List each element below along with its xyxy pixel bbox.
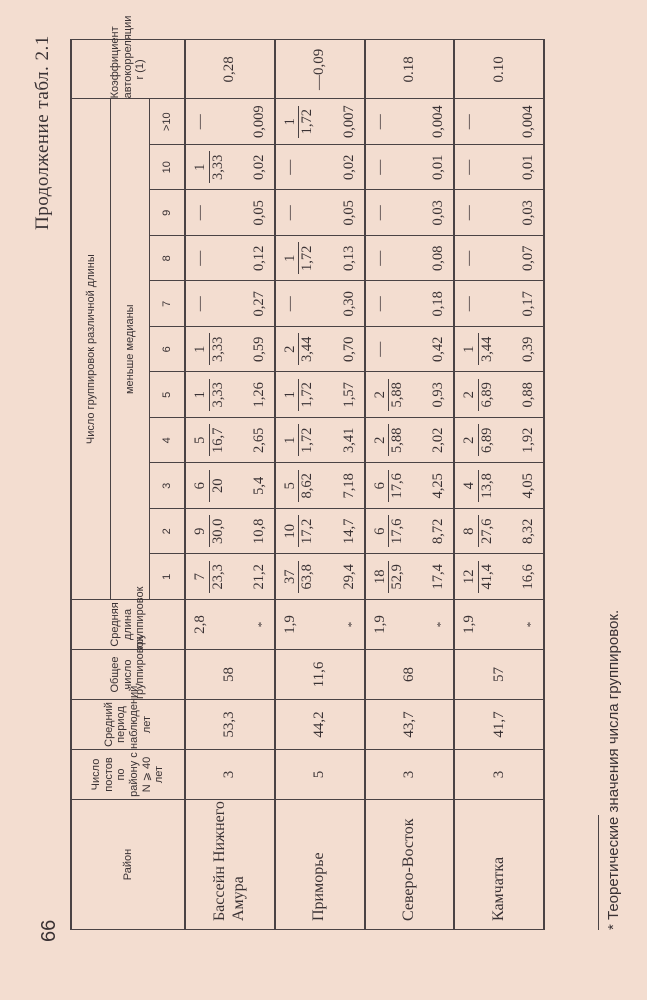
percent: 27,6	[478, 518, 495, 544]
count: 1	[282, 379, 300, 411]
theoretical-value: 0,08	[430, 245, 447, 271]
count: —	[371, 159, 388, 175]
group-count-cell	[454, 190, 544, 236]
count: 7	[192, 561, 210, 593]
percent: 3,33	[209, 154, 226, 180]
count-fraction	[461, 160, 478, 175]
table-row	[185, 40, 275, 930]
theoretical-value: 0,03	[430, 200, 447, 226]
theoretical-value: 7,18	[340, 473, 357, 499]
theoretical-value: 0,39	[520, 336, 536, 362]
count: 1	[192, 333, 210, 365]
percent: 8,62	[299, 473, 316, 499]
count: —	[461, 159, 478, 175]
theoretical-value: 5,4	[250, 476, 267, 495]
count-fraction	[282, 160, 299, 175]
count: 9	[192, 515, 210, 547]
count-fraction	[192, 296, 209, 311]
header-autocorr: Коэффициент автокорреляции r (1)	[71, 40, 185, 99]
mean-period: 41,7	[454, 700, 544, 750]
mean-length	[275, 600, 365, 650]
count-fraction	[282, 515, 316, 547]
count: 37	[282, 561, 300, 593]
theoretical-value: 0,01	[430, 154, 447, 180]
table-row	[454, 40, 544, 930]
count-fraction	[372, 205, 389, 220]
theoretical-value: 4,25	[430, 473, 447, 499]
header-length-9: 9	[150, 190, 186, 236]
percent: 13,8	[478, 473, 495, 499]
theoretical-value: 8,32	[520, 518, 536, 544]
autocorr-value: 0.10	[454, 40, 544, 99]
group-count-cell	[185, 190, 275, 236]
percent: 30,0	[209, 518, 226, 544]
group-count-cell	[365, 418, 455, 464]
footnote-rule	[598, 815, 599, 930]
group-count-cell	[365, 99, 455, 145]
count-fraction	[461, 114, 478, 129]
stations-count: 3	[185, 750, 275, 800]
count: —	[461, 205, 478, 221]
percent: 52,9	[389, 564, 406, 590]
count: 12	[461, 561, 479, 593]
stations-count: 3	[365, 750, 455, 800]
table-row	[275, 40, 365, 930]
count-fraction	[461, 470, 495, 502]
theoretical-value: 29,4	[340, 564, 357, 590]
total-groups: 11,6	[275, 650, 365, 700]
percent: 17,6	[389, 518, 406, 544]
count: 2	[282, 333, 300, 365]
percent: 5,88	[389, 427, 406, 453]
autocorr-value: —0,09	[275, 40, 365, 99]
count: —	[281, 296, 298, 312]
group-count-cell	[185, 463, 275, 509]
group-count-cell	[275, 99, 365, 145]
group-count-cell	[454, 145, 544, 191]
count: —	[371, 341, 388, 357]
group-count-cell	[454, 418, 544, 464]
count-fraction	[192, 205, 209, 220]
count-fraction	[372, 561, 406, 593]
group-count-cell	[275, 236, 365, 282]
theoretical-value: 0,17	[520, 291, 536, 317]
count: —	[192, 114, 208, 130]
count-fraction	[461, 333, 495, 365]
autocorr-value: 0.18	[365, 40, 455, 99]
group-count-cell	[185, 99, 275, 145]
theoretical-value: 0,27	[250, 291, 267, 317]
count-fraction	[372, 470, 406, 502]
count-fraction	[461, 561, 495, 593]
theoretical-value: 16,6	[520, 564, 536, 590]
theoretical-value: 0,93	[430, 382, 447, 408]
count: 8	[461, 515, 479, 547]
count: 6	[372, 515, 390, 547]
group-count-cell	[365, 190, 455, 236]
header-length-10: 10	[150, 145, 186, 191]
count-fraction	[282, 242, 316, 274]
footnote: * Теоретические значения числа группировок.	[605, 609, 622, 930]
count: 1	[461, 333, 479, 365]
theoretical-value: 0,01	[520, 154, 536, 180]
count: 4	[461, 470, 479, 502]
count-fraction	[192, 251, 209, 266]
header-length-1: 1	[150, 554, 186, 600]
theoretical-value: 0,004	[430, 105, 447, 139]
group-count-cell	[454, 554, 544, 600]
count-fraction	[282, 424, 316, 456]
count-fraction	[461, 205, 478, 220]
count-fraction	[282, 333, 316, 365]
theoretical-value: 10,8	[250, 518, 267, 544]
percent: 1,72	[299, 245, 316, 271]
count: 2	[461, 424, 479, 456]
total-groups: 68	[365, 650, 455, 700]
percent: 17,6	[389, 473, 406, 499]
group-count-cell	[365, 145, 455, 191]
mean-length-value: 1,9	[461, 615, 478, 634]
group-count-cell	[275, 327, 365, 373]
count: 1	[282, 106, 300, 138]
count-fraction	[282, 470, 316, 502]
count-fraction	[461, 424, 495, 456]
theoretical-value: 2,65	[250, 427, 267, 453]
region-name: Приморье	[275, 800, 365, 930]
header-length-2: 2	[150, 509, 186, 555]
theoretical-value: 0,12	[250, 245, 267, 271]
count: 1	[282, 242, 300, 274]
count-fraction	[372, 342, 389, 357]
mean-length-value: 1,9	[281, 615, 298, 634]
theoretical-value: 2,02	[430, 427, 447, 453]
group-count-cell	[275, 145, 365, 191]
table-row	[365, 40, 455, 930]
theoretical-value: 4,05	[520, 473, 536, 499]
theoretical-value: 0,42	[430, 336, 447, 362]
count-fraction	[461, 379, 495, 411]
theoretical-value: 0,18	[430, 291, 447, 317]
header-mean-period: Средний период наблюдений, лет	[71, 700, 185, 750]
count: 10	[282, 515, 300, 547]
theoretical-value: 0,70	[340, 336, 357, 362]
percent: 20	[209, 478, 226, 493]
count-fraction	[282, 106, 316, 138]
theoretical-value: 0,007	[340, 105, 357, 139]
header-below-median: меньше медианы	[111, 99, 150, 600]
count: —	[461, 114, 478, 130]
theoretical-value: 0,88	[520, 382, 536, 408]
group-count-cell	[454, 372, 544, 418]
total-groups: 58	[185, 650, 275, 700]
group-count-cell	[185, 281, 275, 327]
group-count-cell	[275, 190, 365, 236]
header-total-groups: Общее число группировок	[71, 650, 185, 700]
percent: 16,7	[209, 427, 226, 453]
count: —	[371, 296, 388, 312]
group-count-cell	[275, 509, 365, 555]
theoretical-value: 0,59	[250, 336, 267, 362]
count-fraction	[461, 296, 478, 311]
mean-length-value: 1,9	[371, 615, 388, 634]
total-groups: 57	[454, 650, 544, 700]
count-fraction	[282, 296, 299, 311]
theoretical-value: 1,57	[340, 382, 357, 408]
group-count-cell	[365, 554, 455, 600]
count-fraction	[192, 114, 209, 129]
theoretical-value: 0,02	[340, 154, 357, 180]
header-length-7: 7	[150, 281, 186, 327]
count: —	[281, 205, 298, 221]
count: —	[371, 205, 388, 221]
mean-length	[454, 600, 544, 650]
theoretical-mark: *	[525, 621, 537, 628]
group-count-cell	[365, 236, 455, 282]
mean-period: 43,7	[365, 700, 455, 750]
count: —	[192, 205, 208, 221]
percent: 1,72	[299, 382, 316, 408]
header-stations: Число постов по району с N ⩾ 40 лет	[71, 750, 185, 800]
theoretical-value: 17,4	[430, 564, 447, 590]
header-length-8: 8	[150, 236, 186, 282]
stations-count: 5	[275, 750, 365, 800]
header-length-5: 5	[150, 372, 186, 418]
page-number: 66	[38, 919, 60, 942]
count: —	[371, 114, 388, 130]
count: 5	[282, 470, 300, 502]
count: —	[192, 296, 208, 312]
percent: 3,44	[299, 336, 316, 362]
mean-period: 53,3	[185, 700, 275, 750]
count-fraction	[282, 379, 316, 411]
header-length-11: >10	[150, 99, 186, 145]
mean-length	[365, 600, 455, 650]
group-count-cell	[365, 372, 455, 418]
count-fraction	[192, 151, 226, 183]
count: 18	[372, 561, 390, 593]
theoretical-value: 0,07	[520, 245, 536, 271]
mean-period: 44,2	[275, 700, 365, 750]
theoretical-value: 0,03	[520, 200, 536, 226]
percent: 41,4	[478, 564, 495, 590]
percent: 63,8	[299, 564, 316, 590]
count: 6	[372, 470, 390, 502]
table-title: Продолжение табл. 2.1	[32, 35, 53, 230]
theoretical-value: 0,30	[340, 291, 357, 317]
percent: 3,33	[209, 336, 226, 362]
count: 2	[372, 379, 390, 411]
mean-length-value: 2,8	[192, 615, 208, 634]
header-mean-length: Средняя длина группировок	[71, 600, 185, 650]
autocorr-value: 0,28	[185, 40, 275, 99]
group-count-cell	[185, 236, 275, 282]
group-count-cell	[185, 418, 275, 464]
count: —	[371, 250, 388, 266]
count-fraction	[372, 379, 406, 411]
count: —	[281, 159, 298, 175]
group-count-cell	[454, 99, 544, 145]
count-fraction	[372, 424, 406, 456]
group-count-cell	[454, 327, 544, 373]
percent: 1,72	[299, 427, 316, 453]
count: 6	[192, 470, 210, 502]
group-count-cell	[275, 463, 365, 509]
header-length-3: 3	[150, 463, 186, 509]
theoretical-mark: *	[255, 621, 268, 628]
region-name: Камчатка	[454, 800, 544, 930]
count-fraction	[372, 114, 389, 129]
count-fraction	[192, 333, 226, 365]
group-count-cell	[365, 463, 455, 509]
theoretical-value: 0,009	[250, 105, 267, 139]
group-count-cell	[185, 509, 275, 555]
group-count-cell	[275, 554, 365, 600]
group-count-cell	[454, 281, 544, 327]
count-fraction	[372, 515, 406, 547]
mean-length	[185, 600, 275, 650]
stations-count: 3	[454, 750, 544, 800]
count: —	[192, 250, 208, 266]
count: 1	[282, 424, 300, 456]
percent: 23,3	[209, 564, 226, 590]
theoretical-value: 1,92	[520, 427, 536, 453]
theoretical-value: 3,41	[340, 427, 357, 453]
count-fraction	[192, 470, 226, 502]
group-count-cell	[365, 281, 455, 327]
count-fraction	[192, 515, 226, 547]
theoretical-mark: *	[345, 621, 358, 628]
theoretical-value: 14,7	[340, 518, 357, 544]
count-fraction	[192, 424, 226, 456]
count: —	[461, 296, 478, 312]
count: 2	[461, 379, 479, 411]
percent: 17,2	[299, 518, 316, 544]
count-fraction	[192, 561, 226, 593]
group-count-cell	[185, 372, 275, 418]
group-count-cell	[275, 372, 365, 418]
header-group-counts: Число группировок различной длины	[71, 99, 111, 600]
group-count-cell	[365, 509, 455, 555]
count: 5	[192, 424, 210, 456]
theoretical-value: 1,26	[250, 382, 267, 408]
theoretical-value: 21,2	[250, 564, 267, 590]
group-count-cell	[454, 236, 544, 282]
region-name: Бассейн Нижнего Амура	[185, 800, 275, 930]
percent: 6,89	[478, 382, 495, 408]
header-region: Район	[71, 800, 185, 930]
percent: 3,44	[478, 336, 495, 362]
count-fraction	[282, 205, 299, 220]
group-count-cell	[185, 145, 275, 191]
count-fraction	[192, 379, 226, 411]
theoretical-value: 0,004	[520, 105, 536, 139]
count-fraction	[282, 561, 316, 593]
group-count-cell	[275, 281, 365, 327]
theoretical-value: 0,13	[340, 245, 357, 271]
percent: 5,88	[389, 382, 406, 408]
theoretical-value: 8,72	[430, 518, 447, 544]
count-fraction	[372, 160, 389, 175]
group-count-cell	[454, 463, 544, 509]
data-table	[70, 15, 545, 930]
theoretical-value: 0,05	[250, 200, 267, 226]
group-count-cell	[185, 327, 275, 373]
header-length-4: 4	[150, 418, 186, 464]
group-count-cell	[275, 418, 365, 464]
group-count-cell	[454, 509, 544, 555]
count-fraction	[372, 251, 389, 266]
count: —	[461, 250, 478, 266]
count: 1	[192, 151, 210, 183]
count-fraction	[461, 515, 495, 547]
percent: 1,72	[299, 109, 316, 135]
region-name: Северо-Восток	[365, 800, 455, 930]
theoretical-value: 0,05	[340, 200, 357, 226]
group-count-cell	[365, 327, 455, 373]
theoretical-value: 0,02	[250, 154, 267, 180]
count: 1	[192, 379, 210, 411]
count-fraction	[461, 251, 478, 266]
count: 2	[372, 424, 390, 456]
percent: 6,89	[478, 427, 495, 453]
theoretical-mark: *	[435, 621, 448, 628]
group-count-cell	[185, 554, 275, 600]
header-length-6: 6	[150, 327, 186, 373]
percent: 3,33	[209, 382, 226, 408]
count-fraction	[372, 296, 389, 311]
